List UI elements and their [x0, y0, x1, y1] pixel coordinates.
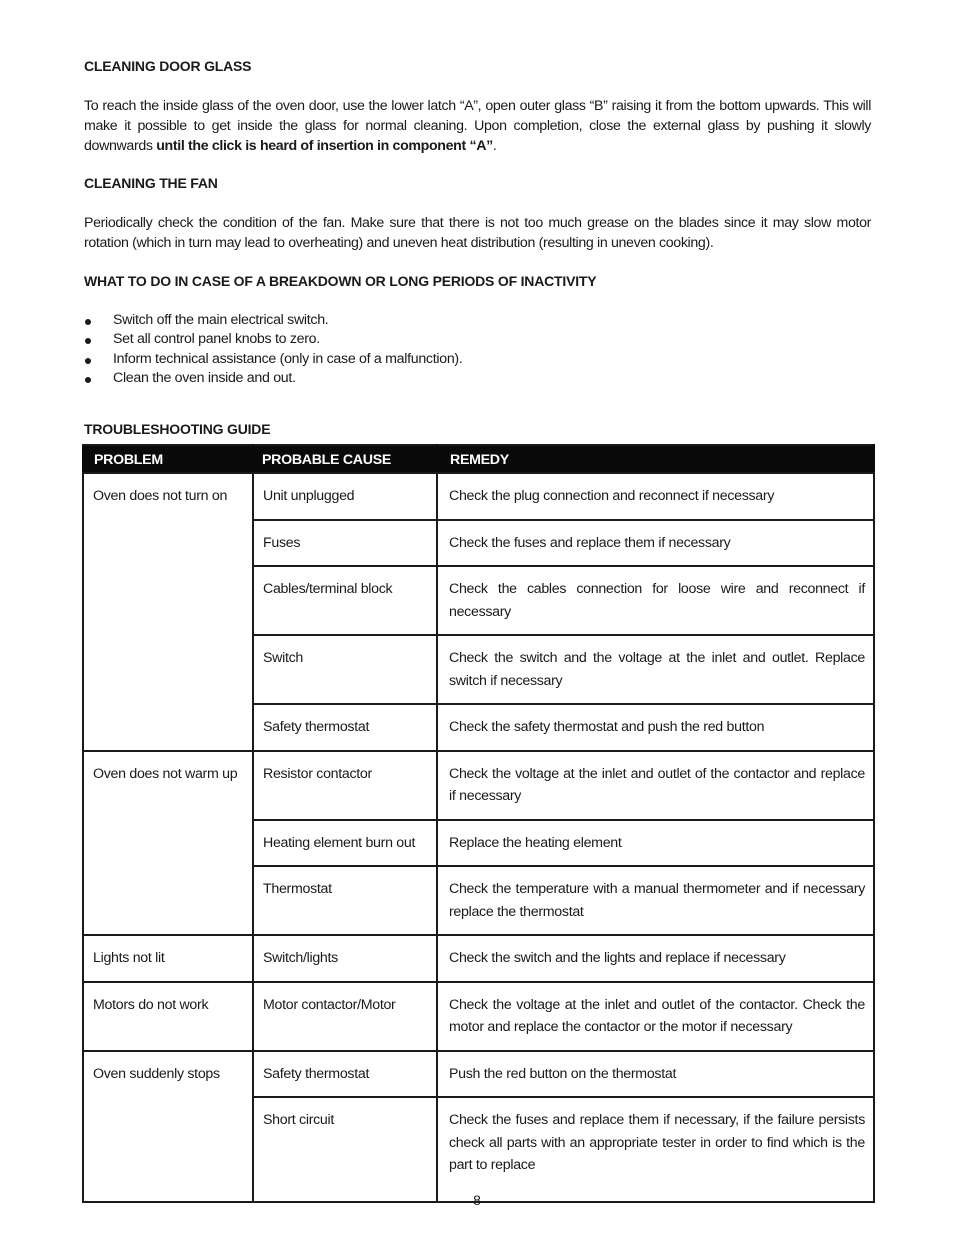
remedy-text: Check the temperature with a manual thermometer and if necessary replace the thermostat — [449, 881, 865, 920]
breakdown-list — [84, 311, 462, 388]
cause-cell — [253, 1097, 437, 1202]
remedy-cell — [437, 982, 874, 1051]
remedy-cell — [437, 520, 874, 567]
remedy-text: Check the voltage at the inlet and outlet of the contactor. Check the motor and replace the contactor or the motor if necessary — [449, 996, 865, 1035]
cause-cell — [253, 520, 437, 567]
remedy-cell — [437, 635, 874, 704]
cause-text: Switch/lights — [263, 950, 338, 966]
problem-cell — [83, 982, 253, 1051]
cause-cell — [253, 751, 437, 820]
list-item — [84, 311, 462, 330]
remedy-text: Replace the heating element — [449, 834, 622, 851]
column-header-problem: PROBLEM — [83, 445, 253, 473]
troubleshooting-table — [82, 444, 875, 1203]
troubleshooting-heading: TROUBLESHOOTING GUIDE — [84, 421, 271, 437]
cause-text: Fuses — [263, 534, 301, 551]
table-row — [83, 473, 874, 520]
remedy-text: Check the switch and the lights and replace if necessary — [449, 950, 786, 966]
remedy-cell — [437, 866, 874, 935]
table-header-row — [83, 445, 874, 473]
column-header-remedy: REMEDY — [437, 445, 874, 473]
list-item-text: Clean the oven inside and out. — [113, 369, 296, 386]
cause-cell — [253, 704, 437, 751]
problem-text: Motors do not work — [93, 996, 209, 1013]
bullet-icon — [85, 319, 91, 325]
remedy-text: Check the fuses and replace them if necessary, if the failure persists check all parts with an appropriate tester in order to find which is the part to replace — [449, 1112, 865, 1173]
list-item-text: Set all control panel knobs to zero. — [113, 331, 320, 348]
cause-text: Short circuit — [263, 1112, 335, 1128]
problem-text: Lights not lit — [93, 950, 165, 966]
cause-cell — [253, 566, 437, 635]
door-glass-text: To reach the inside glass of the oven door, use the lower latch “A”, open outer glass “B” raising it from the bottom upwards. This will make it possible to get inside the glass for normal cleaning. Upon completion, close the external glass by pushing it slowly downwards — [84, 98, 871, 154]
cause-cell — [253, 866, 437, 935]
remedy-text: Check the cables connection for loose wire and reconnect if necessary — [449, 581, 865, 620]
cause-cell — [253, 820, 437, 867]
remedy-cell — [437, 473, 874, 520]
cause-text: Cables/terminal block — [263, 581, 393, 597]
table-row — [83, 1051, 874, 1098]
problem-text: Oven does not warm up — [93, 765, 238, 782]
door-glass-end: . — [492, 138, 497, 154]
problem-text: Oven suddenly stops — [93, 1065, 220, 1082]
remedy-text: Check the switch and the voltage at the inlet and outlet. Replace switch if necessary — [449, 650, 865, 689]
bullet-icon — [85, 338, 91, 344]
problem-cell — [83, 751, 253, 936]
cause-cell — [253, 1051, 437, 1098]
remedy-text: Check the voltage at the inlet and outlet of the contactor and replace if necessary — [449, 765, 865, 804]
table-row — [83, 982, 874, 1051]
list-item-text: Inform technical assistance (only in case of a malfunction). — [113, 350, 463, 367]
problem-cell — [83, 1051, 253, 1202]
bullet-icon — [85, 377, 91, 383]
cause-text: Unit unplugged — [263, 488, 355, 504]
cause-cell — [253, 473, 437, 520]
cause-cell — [253, 982, 437, 1051]
list-item-text: Switch off the main electrical switch. — [113, 312, 329, 328]
remedy-text: Push the red button on the thermostat — [449, 1065, 677, 1082]
remedy-text: Check the plug connection and reconnect if necessary — [449, 488, 775, 504]
remedy-cell — [437, 820, 874, 867]
page-number: 8 — [473, 1192, 481, 1208]
problem-cell — [83, 473, 253, 751]
cause-cell — [253, 935, 437, 982]
cause-text: Safety thermostat — [263, 719, 370, 735]
table-row — [83, 751, 874, 820]
cause-text: Heating element burn out — [263, 834, 416, 851]
cause-text: Motor contactor/Motor — [263, 996, 396, 1013]
list-item — [84, 350, 462, 369]
problem-cell — [83, 935, 253, 982]
remedy-cell — [437, 1051, 874, 1098]
door-glass-paragraph — [84, 96, 871, 156]
remedy-cell — [437, 1097, 874, 1202]
remedy-cell — [437, 935, 874, 982]
fan-paragraph: Periodically check the condition of the fan. Make sure that there is not too much grease on the blades since it may slow motor rotation (which in turn may lead to overheating) and uneven heat distribution (resulting in uneven cooking). — [84, 215, 871, 251]
list-item — [84, 330, 462, 349]
problem-text: Oven does not turn on — [93, 488, 228, 504]
list-item — [84, 369, 462, 388]
column-header-cause: PROBABLE CAUSE — [253, 445, 437, 473]
table-row — [83, 935, 874, 982]
remedy-cell — [437, 751, 874, 820]
cause-text: Resistor contactor — [263, 765, 372, 782]
remedy-text: Check the fuses and replace them if necessary — [449, 534, 731, 551]
door-glass-bold-text: until the click is heard of insertion in component “A” — [156, 138, 493, 154]
breakdown-heading: WHAT TO DO IN CASE OF A BREAKDOWN OR LONG PERIODS OF INACTIVITY — [84, 273, 597, 289]
remedy-text: Check the safety thermostat and push the red button — [449, 719, 765, 735]
bullet-icon — [85, 358, 91, 364]
cause-text: Safety thermostat — [263, 1065, 370, 1082]
remedy-cell — [437, 566, 874, 635]
door-glass-heading: CLEANING DOOR GLASS — [84, 58, 252, 74]
cause-cell — [253, 635, 437, 704]
fan-heading: CLEANING THE FAN — [84, 175, 218, 191]
remedy-cell — [437, 704, 874, 751]
cause-text: Thermostat — [263, 881, 332, 897]
cause-text: Switch — [263, 650, 303, 666]
